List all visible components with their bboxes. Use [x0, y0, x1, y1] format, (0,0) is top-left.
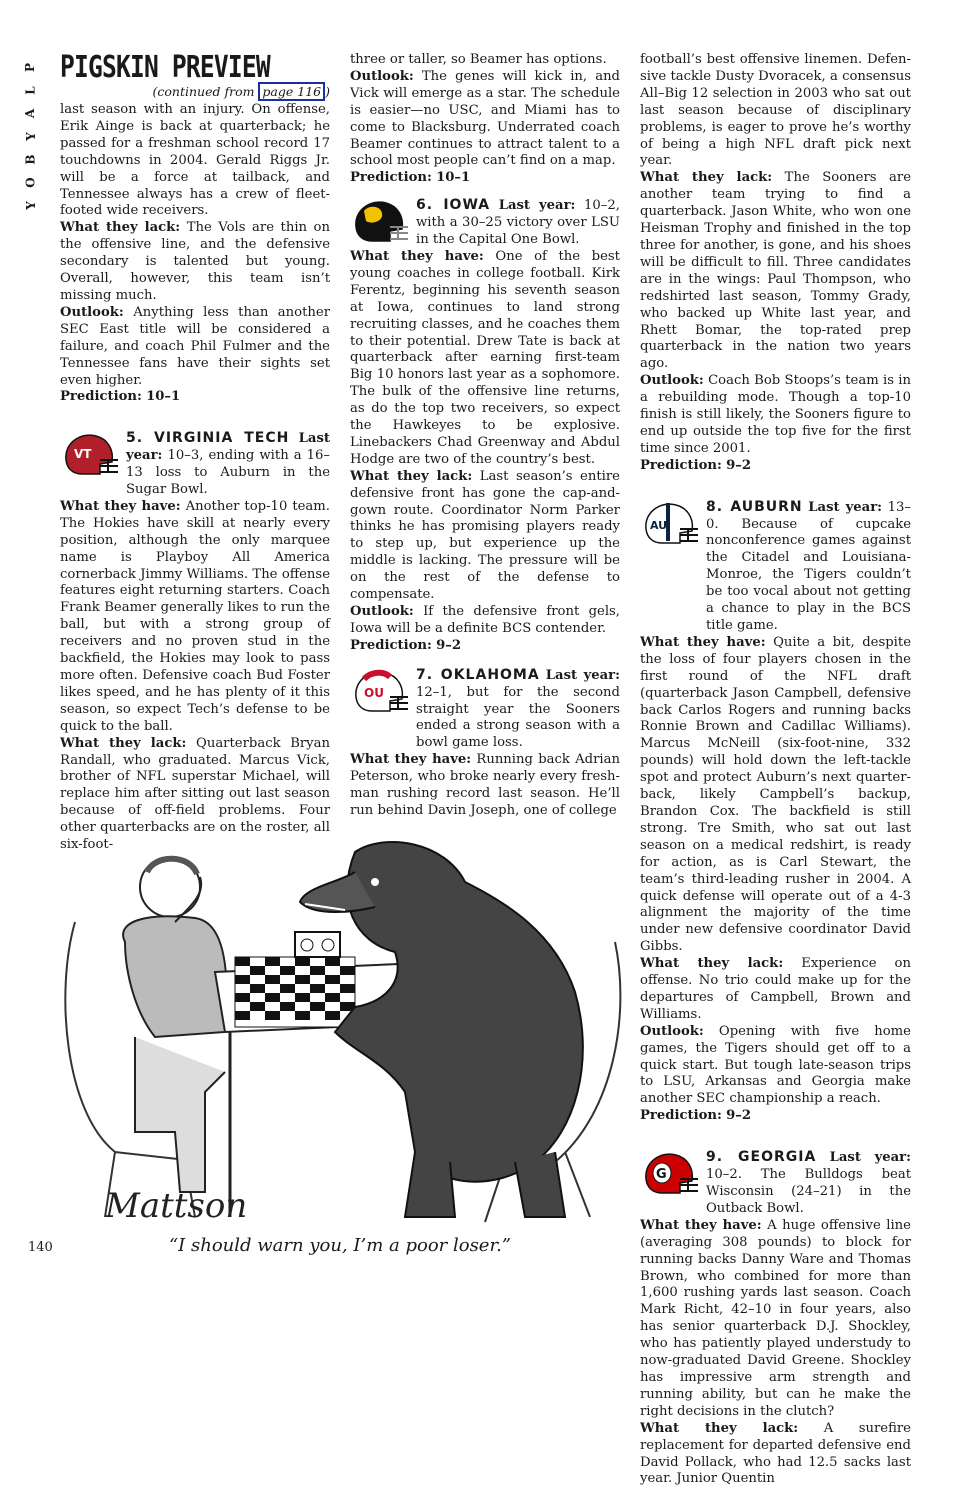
prediction: Prediction: 10–1: [350, 170, 471, 186]
article-title: PIGSKIN PREVIEW: [60, 50, 270, 85]
oklahoma-helmet-icon: [350, 667, 410, 717]
paragraph: Outlook: Anything less than another SEC East title will be considered a failure, and coach Phil Fulmer and the Tennessee fans have their sights set even higher.: [60, 304, 330, 388]
paragraph: three or taller, so Beamer has options.: [350, 52, 607, 67]
team-auburn: AU 8. AUBURN Last year: 13–0. Because of cupcake nonconference games against the Citadel and Louisiana-Monroe, the Tigers couldn’t be too vocal about not getting a chance to play in the BCS title game.: [640, 499, 911, 635]
column-2: [350, 52, 620, 820]
paragraph: What they lack: Last season’s entire defensive front has gone the cap-and-gown route. Coordinator Norm Parker thinks he has promising players ready to step up, but experience up the middle is lacking. The pressure will be on the rest of the defense to compensate.: [350, 468, 620, 603]
continued-from: (continued from page 116 ): [152, 84, 330, 99]
paragraph: What they lack: The Sooners are another team trying to find a quarterback. Jason White, who won one Heisman Trophy and finished in the top three for another, is gone, and his shoes will be difficult to fill. Three candidates are in the wings: Paul Thompson, who redshirted last season, Tommy Grady, who backed up White last year, and Rhett Bomar, the top-rated prep quarterback in the nation two years ago.: [640, 170, 911, 372]
team-oklahoma: OU 7. OKLAHOMA Last year: 12–1, but for the second straight year the Sooners ended a strong season with a bowl game loss.: [350, 667, 620, 753]
paragraph: What they have: Running back Adrian Peterson, who broke nearly every freshman rushing record last season. He’ll run behind Davin Joseph, one of college: [350, 752, 620, 818]
svg-text:OU: OU: [364, 685, 384, 700]
column-3: [640, 52, 911, 1488]
paragraph: What they have: One of the best young coaches in college football. Kirk Ferentz, beginning his seventh season at Iowa, continues to land strong recruiting classes, and he coaches them to their potential. Drew Tate is back at quarterback after earning first-team Big 10 honors last year as a sophomore. The bulk of the offensive line returns, as do the top two receivers, so expect the Hawkeyes to be explosive. Linebackers Chad Greenway and Abdul Hodge are two of the country’s best.: [350, 248, 620, 467]
paragraph: last season with an injury. On offense, Erik Ainge is back at quarterback; he passed for a freshman school record 17 touchdowns in 2004. Gerald Riggs Jr. will be a force at tailback, and Tennessee always has a crew of fleet-footed wide receivers.: [60, 102, 330, 219]
page-link[interactable]: page 116: [258, 82, 325, 101]
prediction: Prediction: 9–2: [350, 637, 462, 653]
paragraph: What they lack: Experience on offense. No trio could make up for the departures of Campbell, Brown and Williams.: [640, 956, 911, 1022]
prediction: Prediction: 10–1: [60, 389, 181, 405]
paragraph: Outlook: The genes will kick in, and Vick will emerge as a star. The schedule is easier—no USC, and Miami has to come to Blacksburg. Underrated coach Beamer continues to attract talent to a school most people can’t find on a map.: [350, 68, 621, 169]
cartoon-signature: Mattson: [105, 1186, 248, 1226]
cartoon-caption: “I should warn you, I’m a poor loser.”: [168, 1235, 512, 1256]
svg-text:AU: AU: [650, 518, 668, 532]
paragraph: What they have: Another top-10 team. The Hokies have skill at nearly every position, although the only marquee name is Playboy All America cornerback Jimmy Williams. The offense features eight returning starters. Coach Frank Beamer generally likes to run the ball, but with a strong group of receivers and no proven stud in the backfield, the Hokies may look to pass more often. Defensive coach Bud Foster likes speed, and he has plenty of it this season, so expect Tech’s defense to be quick to the ball.: [60, 498, 330, 734]
column-1: [60, 102, 330, 854]
svg-text:G: G: [656, 1167, 667, 1183]
paragraph: What they lack: A surefire replacement for departed defensive end David Pollack, who had 12.5 sacks last year. Junior Quentin: [640, 1420, 911, 1487]
paragraph: What they have: A huge offensive line (averaging 308 pounds) to block for running backs Danny Ware and Thomas Brown, who combined for more than 1,600 rushing yards last season. Coach Mark Richt, 42–10 in four years, also has senior quarterback D.J. Shockley, who has patiently played understudy to now-graduated David Greene. Shockley has impressive arm strength and running ability, but can he make the right decisions in the clutch?: [640, 1217, 911, 1419]
prediction: Prediction: 9–2: [640, 457, 752, 473]
auburn-helmet-icon: [640, 499, 700, 549]
team-virginia-tech: VT 5. VIRGINIA TECH Last year: 10–3, ending with a 16–13 loss to Auburn in the Sugar Bowl.: [60, 430, 330, 499]
paragraph: football’s best offensive linemen. Defensive tackle Dusty Dvoracek, a consensus All–Big 12 selection in 2003 who sat out last season because of disciplinary problems, is eager to prove he’s worthy of being a high NFL draft pick next year.: [640, 52, 911, 169]
paragraph: Outlook: Opening with five home games, the Tigers should get off to a quick start. But tough late-season trips to LSU, Arkansas and Georgia make another SEC championship a reach.: [640, 1023, 911, 1107]
georgia-helmet-icon: [640, 1149, 700, 1199]
team-iowa: 6. IOWA Last year: 10–2, with a 30–25 victory over LSU in the Capital One Bowl.: [350, 197, 620, 249]
paragraph: What they lack: Quarterback Bryan Randall, who graduated. Marcus Vick, brother of NFL superstar Michael, will replace him after sitting out last season because of off-field problems. Four other quarterbacks are on the roster, all six-foot-: [60, 735, 330, 853]
svg-text:VT: VT: [74, 447, 92, 462]
magazine-vertical-label: P L A Y B O Y: [23, 62, 38, 210]
chessboard: [235, 957, 355, 1027]
paragraph: What they lack: The Vols are thin on the offensive line, and the defensive secondary is talented but young. Overall, however, this team isn’t missing much.: [60, 220, 330, 303]
prediction: Prediction: 9–2: [640, 1108, 752, 1124]
chess-bear-cartoon: [55, 832, 623, 1227]
paragraph: Outlook: Coach Bob Stoops’s team is in a rebuilding mode. Though a top-10 finish is still likely, the Sooners figure to end up outside the top five for the first time since 2001.: [640, 373, 911, 456]
paragraph: Outlook: If the defensive front gels, Iowa will be a definite BCS contender.: [350, 604, 620, 636]
page-number: 140: [28, 1240, 53, 1255]
paragraph: What they have: Quite a bit, despite the loss of four players chosen in the first round of the NFL draft (quarterback Jason Campbell, defensive back Carlos Rogers and running backs Ronnie Brown and Cadillac Williams). Marcus McNeill (six-foot-nine, 332 pounds) will hold down the left-tackle spot and protect Auburn’s next quarterback, likely Campbell’s backup, Brandon Cox. The backfield is still strong. Tre Smith, who sat out last season on a medical redshirt, is ready for action, as is Carl Stewart, the team’s third-leading rusher in 2004. A quick defense will operate out of a 4-3 alignment the majority of the time under new defensive coordinator David Gibbs.: [640, 634, 911, 955]
iowa-helmet-icon: [350, 197, 410, 247]
team-georgia: G 9. GEORGIA Last year: 10–2. The Bulldogs beat Wisconsin (24–21) in the Outback Bowl.: [640, 1149, 911, 1218]
chess-clock-icon: [295, 932, 340, 957]
virginia-tech-helmet-icon: [60, 430, 120, 480]
